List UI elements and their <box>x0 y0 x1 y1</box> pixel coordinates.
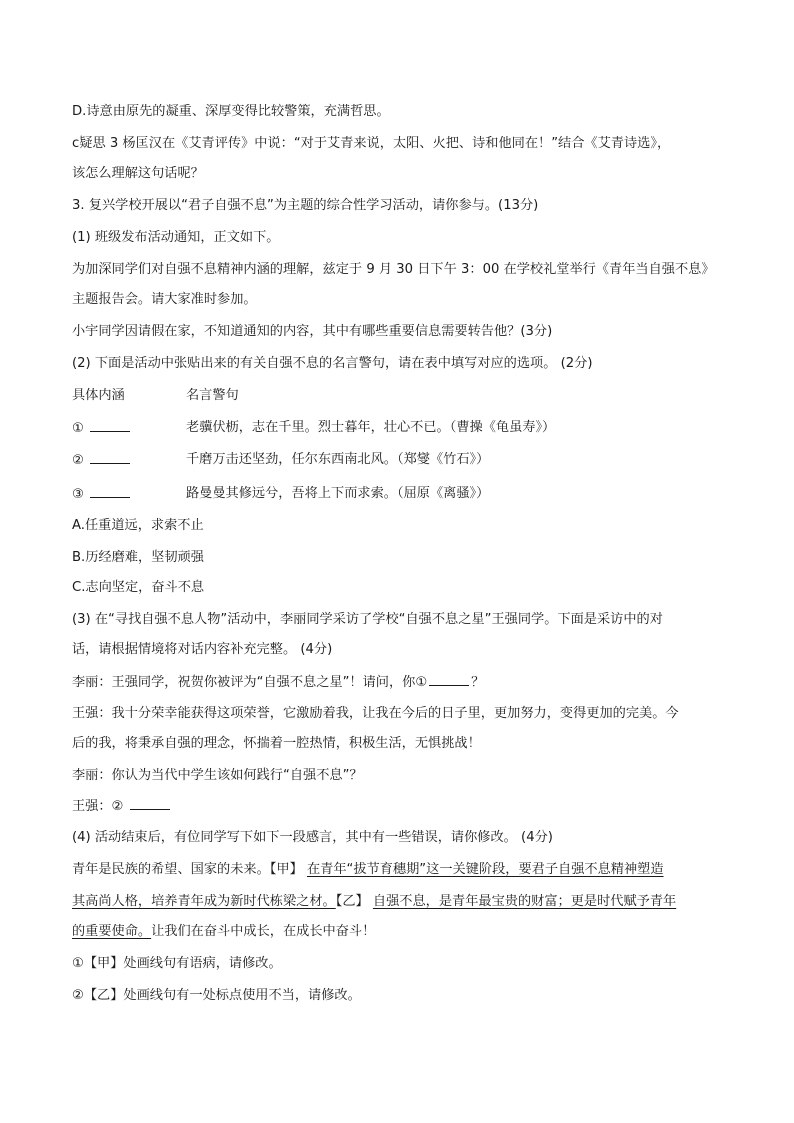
row-quote: 老骥伏枥，志在千里。烈士暮年，壮心不已。（曹操《龟虽寿》） <box>186 420 556 435</box>
underlined-sentence-jia: 在青年“拔节育穗期”这一关键阶段，要君子自强不息精神塑造 <box>306 862 664 877</box>
underlined-sentence-yi: 的重要使命。 <box>72 924 152 939</box>
revision-question-1: ①【甲】处画线句有语病，请修改。 <box>72 956 282 971</box>
passage-line <box>72 861 722 879</box>
passage-text: 【乙】 <box>335 894 373 909</box>
row-number: ② <box>72 453 84 468</box>
subquestion-3: (3) 在“寻找自强不息人物”活动中，李丽同学采访了学校“自强不息之星”王强同学。下面是采访中的对 <box>72 612 663 627</box>
row-quote: 千磨万击还坚劲，任尔东西南北风。（郑燮《竹石》） <box>186 452 490 467</box>
passage-text: 青年是民族的希望、国家的未来。【甲】 <box>72 862 307 877</box>
option-b: B.历经磨难，坚韧顽强 <box>72 550 204 565</box>
subquestion-4: (4) 活动结束后，有位同学写下如下一段感言，其中有一些错误，请你修改。 (4分) <box>72 830 553 845</box>
header-meaning: 具体内涵 <box>72 388 125 403</box>
subquestion-2: (2) 下面是活动中张贴出来的有关自强不息的名言警句，请在表中填写对应的选项。 (2分) <box>72 356 593 371</box>
answer-blank[interactable] <box>90 451 130 464</box>
dialogue-text: 李丽：王强同学，祝贺你被评为“自强不息之星”！请问，你① <box>72 675 428 690</box>
passage-line <box>72 923 722 941</box>
row-quote: 路曼曼其修远兮，吾将上下而求索。（屈原《离骚》） <box>186 486 490 501</box>
passage-line <box>72 893 722 911</box>
revision-question-2: ②【乙】处画线句有一处标点使用不当，请修改。 <box>72 988 361 1003</box>
notice-text: 为加深同学们对自强不息精神内涵的理解，兹定于 9 月 30 日下午 3：00 在学校礼堂举行《青年当自强不息》 <box>72 262 715 277</box>
underlined-sentence-jia: 其高尚人格，培养青年成为新时代栋梁之材。 <box>72 894 336 909</box>
underlined-sentence-yi: 自强不息，是青年最宝贵的财富；更是时代赋予青年 <box>372 894 677 909</box>
dialogue-text: ？ <box>471 675 485 690</box>
answer-blank[interactable] <box>130 797 170 810</box>
header-quote: 名言警句 <box>186 388 239 403</box>
option-d-line: D.诗意由原先的凝重、深厚变得比较警策，充满哲思。 <box>72 104 390 119</box>
option-c: C.志向坚定，奋斗不息 <box>72 580 205 595</box>
question-line: 该怎么理解这句话呢？ <box>72 166 204 181</box>
passage-text: 让我们在奋斗中成长，在成长中奋斗！ <box>151 924 376 939</box>
option-a: A.任重道远，求索不止 <box>72 518 204 533</box>
answer-blank[interactable] <box>90 419 130 432</box>
question-line: c疑思 3 杨匡汉在《艾青评传》中说：“对于艾青来说，太阳、火把、诗和他同在！”结合《艾青诗选》， <box>72 136 671 151</box>
section-title: 3. 复兴学校开展以“君子自强不息”为主题的综合性学习活动，请你参与。(13分) <box>72 198 539 213</box>
subquestion-1: (1) 班级发布活动通知，正文如下。 <box>72 230 280 245</box>
dialogue-line: 后的我，将秉承自强的理念，怀揣着一腔热情，积极生活，无惧挑战！ <box>72 736 481 751</box>
subquestion-3: 话，请根据情境将对话内容补充完整。 (4分) <box>72 642 333 657</box>
row-number: ③ <box>72 487 84 502</box>
notice-text: 主题报告会。请大家准时参加。 <box>72 292 257 307</box>
dialogue-text: 王强：② <box>72 799 124 814</box>
answer-blank[interactable] <box>429 673 469 686</box>
dialogue-line <box>72 797 722 816</box>
row-number: ① <box>72 421 84 436</box>
subquestion-1-prompt: 小宇同学因请假在家，不知道通知的内容，其中有哪些重要信息需要转告他？(3分) <box>72 324 553 339</box>
dialogue-line: 李丽：你认为当代中学生该如何践行“自强不息”？ <box>72 768 363 783</box>
dialogue-line: 王强：我十分荣幸能获得这项荣誉，它激励着我，让我在今后的日子里，更加努力，变得更加的完美。今 <box>72 706 679 721</box>
dialogue-line <box>72 673 722 692</box>
answer-blank[interactable] <box>90 485 130 498</box>
